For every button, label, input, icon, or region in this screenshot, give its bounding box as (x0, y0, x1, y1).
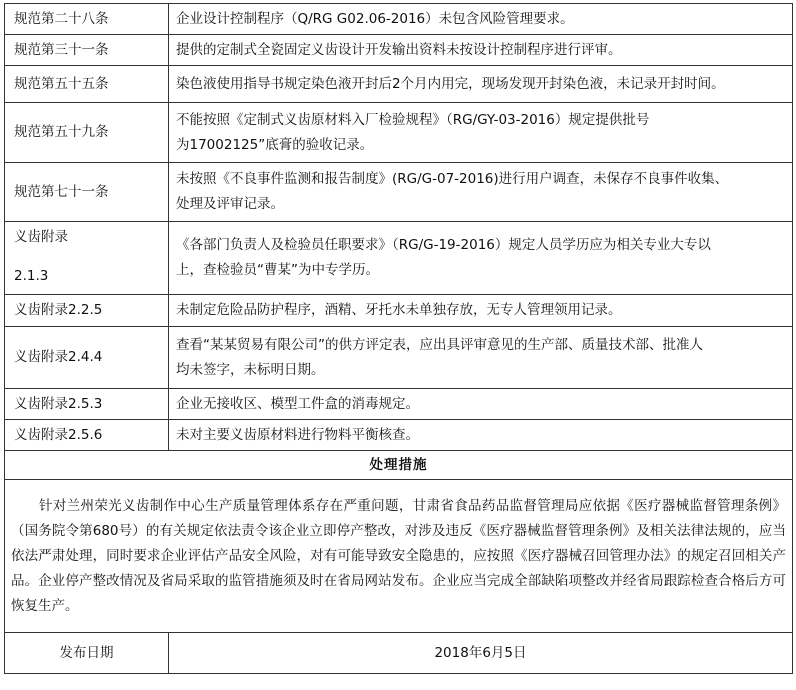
table-row (5, 35, 793, 66)
defect-text: 处理及评审记录。 (176, 196, 284, 212)
defect-text: 《各部门负责人及检验员任职要求》（RG/G-19-2016）规定人员学历应为相关专业大专以 (176, 237, 711, 253)
defect-text: 提供的定制式全瓷固定义齿设计开发输出资料未按设计控制程序进行评审。 (176, 41, 622, 58)
table-row (5, 222, 793, 295)
defect-text: 企业无接收区、模型工件盒的消毒规定。 (176, 395, 419, 412)
defect-description (169, 327, 793, 389)
measures-row (5, 480, 793, 633)
defect-description (169, 35, 793, 66)
table-row (5, 389, 793, 420)
clause-ref-line: 义齿附录 (14, 229, 68, 245)
defect-text: 为17002125”底膏的验收记录。 (176, 136, 374, 153)
clause-ref: 义齿附录2.4.4 (5, 327, 169, 389)
publish-date-label: 发布日期 (5, 633, 169, 674)
clause-ref: 规范第五十九条 (5, 103, 169, 163)
clause-ref (5, 222, 169, 295)
clause-ref: 规范第七十一条 (5, 163, 169, 222)
clause-ref: 规范第三十一条 (5, 35, 169, 66)
clause-ref: 义齿附录2.5.6 (5, 420, 169, 451)
defect-text: 上，查检验员“曹某”为中专学历。 (176, 262, 379, 278)
defect-description (169, 389, 793, 420)
defect-text: 查看“某某贸易有限公司”的供方评定表，应出具评审意见的生产部、质量技术部、批准人 (176, 336, 703, 353)
defect-text: 未按照《不良事件监测和报告制度》(RG/G-07-2016)进行用户调查，未保存不良事件收集、 (176, 171, 729, 187)
clause-ref: 规范第五十五条 (5, 66, 169, 103)
clause-ref: 义齿附录2.5.3 (5, 389, 169, 420)
table-row (5, 295, 793, 327)
section-header-row (5, 451, 793, 480)
table-row (5, 163, 793, 222)
defect-text: 染色液使用指导书规定染色液开封后2个月内用完，现场发现开封染色液，未记录开封时间。 (176, 75, 725, 92)
defect-text: 不能按照《定制式义齿原材料入厂检验规程》（RG/GY-03-2016）规定提供批号 (176, 111, 650, 128)
clause-ref-line: 2.1.3 (14, 268, 49, 284)
measures-body: 针对兰州荣光义齿制作中心生产质量管理体系存在严重问题，甘肃省食品药品监督管理局应依据《医疗器械监督管理条例》（国务院令第680号）的有关规定依法责令该企业立即停产整改，对涉及违反《医疗器械监督管理条例》及相关法律法规的，应当依法严肃处理，同时要求企业评估产品安全风险，对有可能导致安全隐患的，应按照《医疗器械召回管理办法》的规定召回相关产品。企业停产整改情况及省局采取的监管措施须及时在省局网站发布。企业应当完成全部缺陷项整改并经省局跟踪检查合格后方可恢复生产。 (5, 480, 793, 633)
defect-description (169, 163, 793, 222)
table-row (5, 420, 793, 451)
clause-ref: 规范第二十八条 (5, 4, 169, 35)
table-row (5, 103, 793, 163)
table-row (5, 66, 793, 103)
defect-description (169, 66, 793, 103)
defect-description (169, 295, 793, 327)
clause-ref: 义齿附录2.2.5 (5, 295, 169, 327)
defect-description (169, 103, 793, 163)
defect-text: 均未签字，未标明日期。 (176, 361, 325, 378)
measures-title: 处理措施 (5, 451, 793, 480)
publish-date-value: 2018年6月5日 (169, 633, 793, 674)
defect-text: 未对主要义齿原材料进行物料平衡核查。 (176, 426, 419, 443)
inspection-table (4, 3, 793, 674)
defect-text: 未制定危险品防护程序，酒精、牙托水未单独存放，无专人管理领用记录。 (176, 302, 622, 318)
table-row (5, 327, 793, 389)
defect-description (169, 4, 793, 35)
publish-row (5, 633, 793, 674)
defect-description (169, 222, 793, 295)
table-row (5, 4, 793, 35)
defect-description (169, 420, 793, 451)
defect-text: 企业设计控制程序（Q/RG G02.06-2016）未包含风险管理要求。 (176, 10, 574, 27)
